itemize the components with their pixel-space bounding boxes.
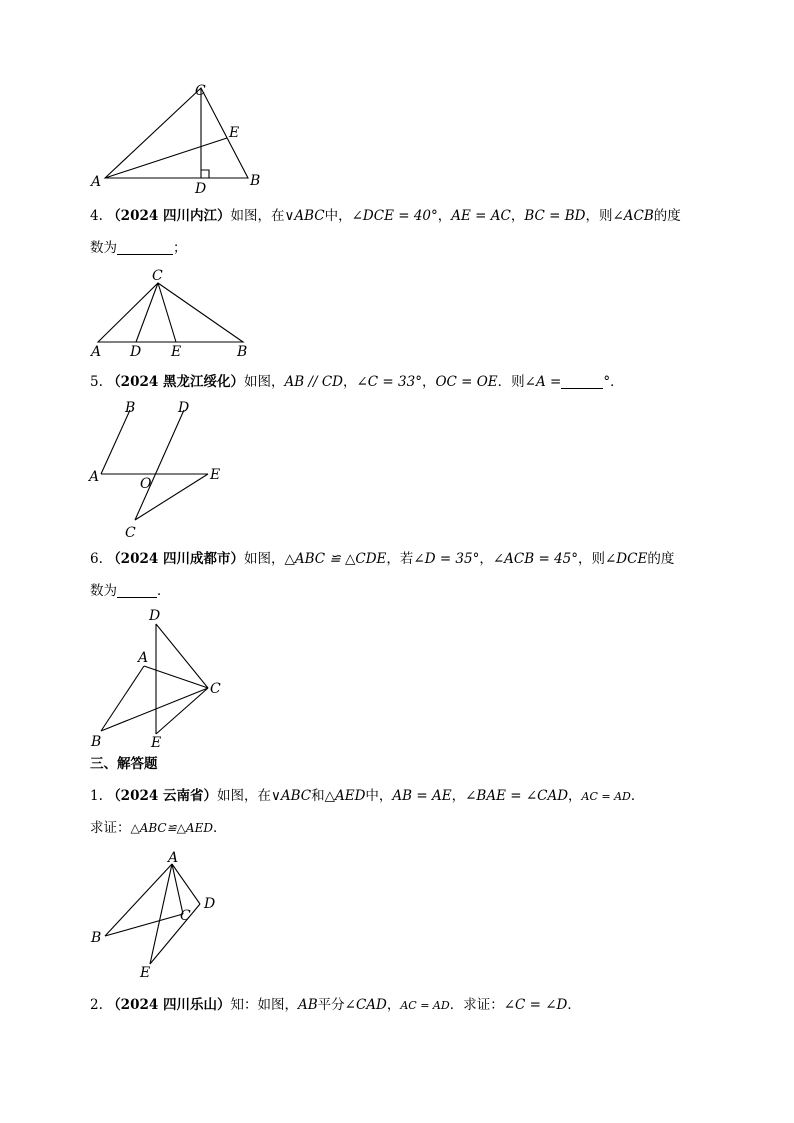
right-angle-mark: [201, 170, 209, 178]
problem-number: 6.: [90, 551, 103, 567]
figure-triangle-altitude: [88, 78, 278, 198]
label-o: O: [140, 476, 152, 492]
math-condition-2: ∠BAE = ∠CAD: [465, 788, 569, 804]
label-d: D: [178, 400, 190, 416]
text: ．: [630, 788, 645, 804]
math-segment: AB: [297, 997, 318, 1013]
text: °．: [603, 374, 624, 390]
text: ，: [437, 208, 452, 224]
figure-4-svg: [88, 604, 233, 752]
math-condition-1: AB // CD: [284, 374, 343, 390]
problem-4-line-2: [90, 238, 187, 258]
text: ．: [567, 997, 581, 1013]
label-d: D: [149, 608, 161, 624]
triangle-abc: [98, 283, 243, 342]
segment-ec: [156, 688, 208, 734]
math-condition-3: AC = AD: [581, 790, 631, 803]
text: 如图，: [243, 374, 285, 390]
problem-number: 2.: [90, 997, 103, 1013]
text: 如图，在: [230, 208, 285, 224]
label-c: C: [210, 681, 221, 697]
answer-blank: [117, 240, 173, 255]
segment-dc: [156, 624, 208, 688]
text: ．求证：: [449, 997, 504, 1013]
text: ，则: [578, 551, 605, 567]
label-d: D: [195, 181, 207, 197]
math-condition-2: AE = AC: [451, 208, 511, 224]
text: ，若: [386, 551, 414, 567]
label-b: B: [91, 734, 102, 750]
math-condition-1: ∠DCE = 40°: [351, 208, 438, 224]
label-a: A: [138, 650, 149, 666]
text: 知：如图，: [230, 997, 298, 1013]
problem-number: 4.: [90, 208, 103, 224]
text: ，: [451, 788, 466, 804]
text: 和: [311, 788, 325, 804]
math-triangle: ∨ABC: [284, 208, 325, 224]
math-condition-2: ∠C = 33°: [356, 374, 422, 390]
figure-3-svg: [88, 398, 233, 543]
text: 的度: [653, 208, 681, 224]
segment-ab: [101, 410, 130, 474]
math-question: ∠A =: [524, 374, 562, 390]
text: 中，: [324, 208, 352, 224]
segment-bc: [101, 688, 208, 731]
text: ，: [479, 551, 493, 567]
problem-number: 1.: [90, 788, 103, 804]
text: ；: [173, 240, 187, 256]
text: ，: [386, 997, 401, 1013]
problem-number: 5.: [90, 374, 103, 390]
label-e: E: [229, 125, 240, 141]
text: 中，: [365, 788, 393, 804]
text: ．则: [497, 374, 525, 390]
math-condition-3: OC = OE: [435, 374, 498, 390]
answer-blank: [561, 374, 603, 389]
label-d: D: [130, 344, 142, 360]
problem-4-line-1: [90, 206, 681, 226]
text: 如图，在: [216, 788, 271, 804]
label-b: B: [250, 173, 261, 189]
math-angle: ∠CAD: [344, 997, 387, 1013]
label-a: A: [89, 469, 100, 485]
problem-source: （2024 云南省）: [107, 788, 217, 804]
text: 数为: [90, 240, 117, 256]
math-condition-3: ∠ACB = 45°: [492, 551, 578, 567]
text: ，: [342, 374, 357, 390]
section-title: 三、解答题: [90, 756, 158, 772]
text: ，: [510, 208, 525, 224]
label-c: C: [152, 268, 163, 284]
problem-6-line-1: [90, 549, 674, 569]
answer-1-line-2: [90, 818, 226, 838]
text: ，: [421, 374, 436, 390]
label-a: A: [91, 344, 102, 360]
problem-5-line: [90, 372, 624, 392]
math-triangle-1: ∨ABC: [270, 788, 312, 804]
label-b: B: [125, 400, 136, 416]
segment-ab: [105, 864, 172, 936]
label-d: D: [204, 896, 216, 912]
math-condition-2: ∠D = 35°: [413, 551, 480, 567]
math-condition-1: △ABC ≌ △CDE: [284, 551, 387, 567]
math-question: ∠DCE: [605, 551, 648, 567]
text: 如图，: [243, 551, 285, 567]
text: ，: [568, 788, 582, 804]
math-condition-1: AB = AE: [392, 788, 452, 804]
segment-ab: [101, 666, 144, 731]
answer-2-line: [90, 995, 581, 1016]
label-a: A: [91, 174, 102, 190]
text: 求证：: [90, 820, 131, 836]
text: 数为: [90, 583, 117, 599]
segment-dc: [135, 410, 184, 520]
label-e: E: [140, 965, 151, 981]
figure-answer-1: [88, 846, 228, 981]
label-b: B: [237, 344, 248, 360]
math-question: ∠ACB: [612, 208, 654, 224]
math-triangle-2: △AED: [324, 788, 366, 804]
text: ．: [157, 583, 171, 599]
segment-cd: [136, 283, 158, 342]
problem-source: （2024 四川乐山）: [107, 997, 231, 1013]
figure-5-svg: [88, 846, 228, 981]
problem-source: （2024 黑龙江绥化）: [107, 374, 244, 390]
text: 平分: [317, 997, 345, 1013]
problem-6-line-2: [90, 581, 171, 601]
problem-source: （2024 四川成都市）: [107, 551, 244, 567]
segment-bc: [105, 914, 183, 936]
math-condition-3: BC = BD: [524, 208, 586, 224]
text: ．: [212, 820, 227, 836]
text: 的度: [647, 551, 675, 567]
label-e: E: [151, 735, 162, 751]
text: ，则: [585, 208, 613, 224]
problem-source: （2024 四川内江）: [107, 208, 231, 224]
figure-2-svg: [88, 266, 263, 361]
label-c: C: [195, 83, 206, 99]
segment-ed: [150, 904, 200, 964]
label-c: C: [180, 908, 191, 924]
answer-1-line-1: [90, 786, 644, 807]
figure-triangle-cevians: [88, 266, 263, 361]
figure-parallel-lines: [88, 398, 233, 543]
triangle-abc: [105, 88, 248, 178]
figure-congruent-triangles: [88, 604, 233, 752]
answer-blank: [117, 583, 157, 598]
segment-ce: [158, 283, 176, 342]
label-b: B: [91, 930, 102, 946]
label-c: C: [125, 525, 136, 541]
math-condition: AC = AD: [400, 999, 450, 1012]
math-proof-goal: △ABC≌△AED: [130, 821, 213, 835]
label-a: A: [168, 850, 179, 866]
label-e: E: [171, 344, 182, 360]
math-proof-goal: ∠C = ∠D: [503, 997, 568, 1013]
label-e: E: [210, 467, 221, 483]
segment-ae: [150, 864, 172, 964]
figure-1-svg: [88, 78, 278, 198]
